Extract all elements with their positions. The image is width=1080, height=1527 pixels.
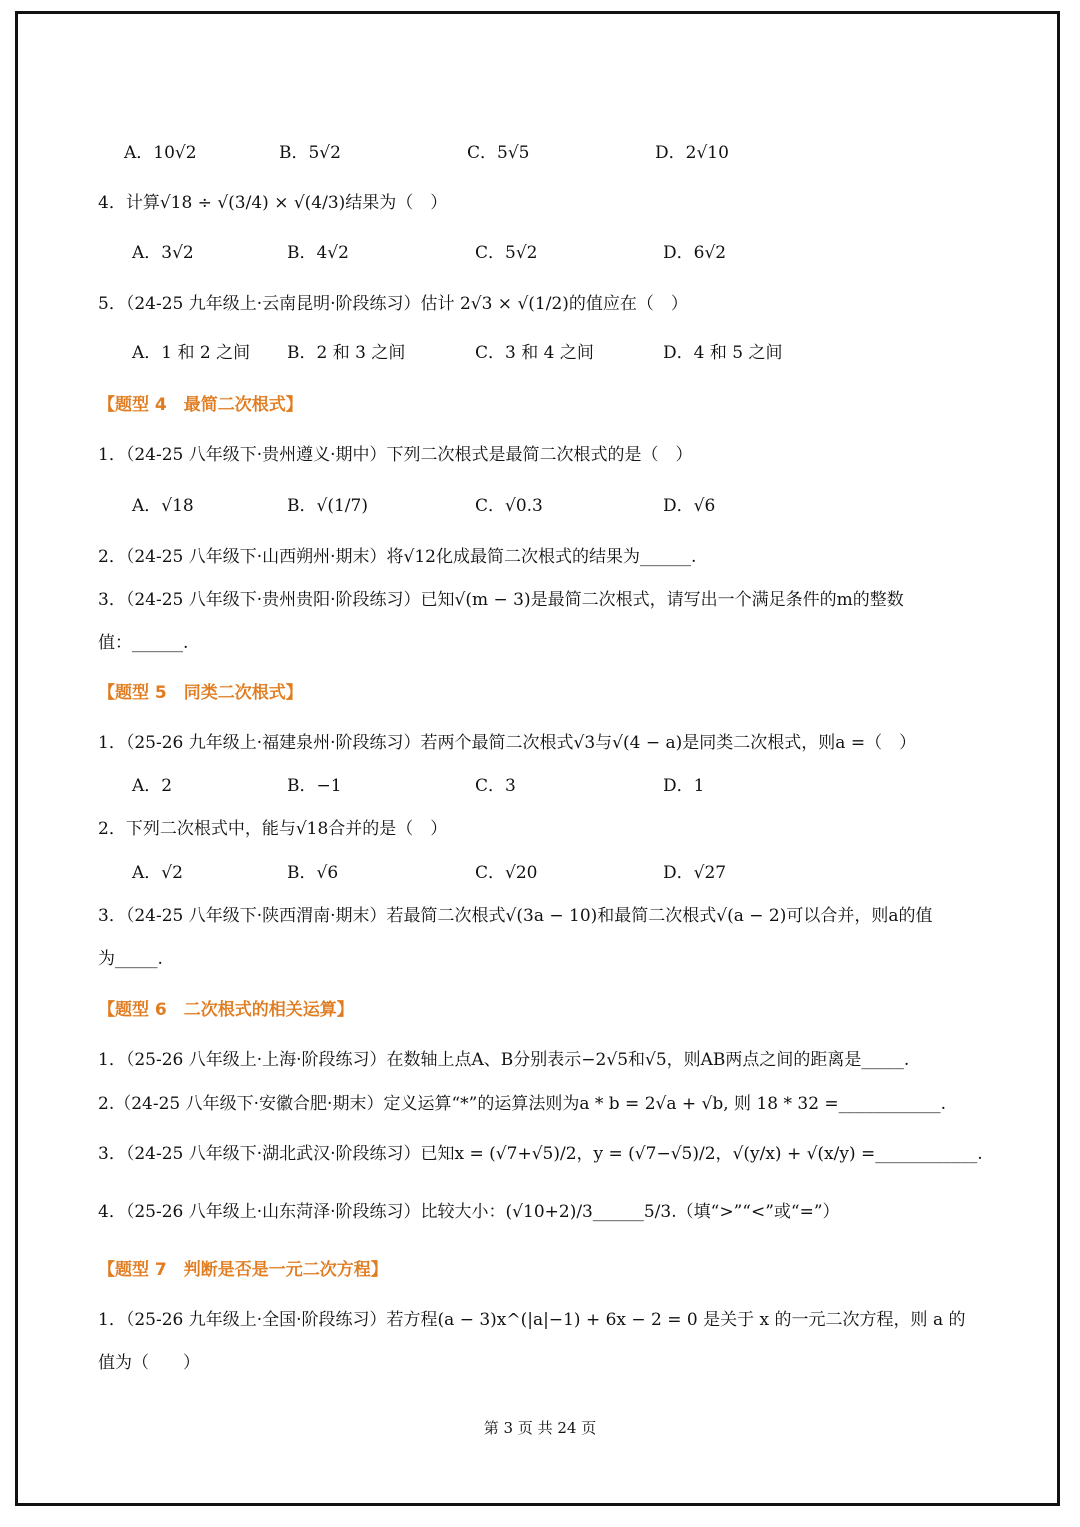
question-text: 3．（24-25 八年级下·湖北武汉·阶段练习）已知x = (√7+√5)/2，y = (√7−√5)/2，√(y/x) + √(x/y) =____________. (98, 1144, 983, 1164)
option-a: A．√18 (132, 496, 194, 516)
option-a: A．1 和 2 之间 (132, 343, 251, 363)
question-text: 1．（25-26 八年级上·上海·阶段练习）在数轴上点A、B分别表示−2√5和√5，则AB两点之间的距离是_____. (98, 1050, 910, 1070)
option-c: C．3 (475, 776, 516, 796)
question-text: 5．（24-25 九年级上·云南昆明·阶段练习）估计 2√3 × √(1/2)的值应在（ ） (98, 294, 688, 314)
option-c: C．3 和 4 之间 (475, 343, 594, 363)
option-d: D．√6 (663, 496, 716, 516)
question-text: 3．（24-25 八年级下·贵州贵阳·阶段练习）已知√(m − 3)是最简二次根式，请写出一个满足条件的m的整数 (98, 590, 904, 610)
option-c: C．√0.3 (475, 496, 543, 516)
option-b: B．2 和 3 之间 (287, 343, 406, 363)
option-a: A．2 (132, 776, 173, 796)
option-b: B．4√2 (287, 243, 349, 263)
option-d: D．√27 (663, 863, 727, 883)
question-text: 值为（ ） (98, 1353, 200, 1373)
option-c: C．5√5 (467, 143, 530, 163)
question-text: 1．（25-26 九年级上·福建泉州·阶段练习）若两个最简二次根式√3与√(4 − a)是同类二次根式，则a =（ ） (98, 733, 917, 753)
option-b: B．5√2 (279, 143, 341, 163)
question-text: 2．下列二次根式中，能与√18合并的是（ ） (98, 819, 448, 839)
section-heading: 【题型 7 判断是否是一元二次方程】 (98, 1260, 388, 1280)
question-text: 4．（25-26 八年级上·山东菏泽·阶段练习）比较大小：(√10+2)/3______5/3.（填“>”“<”或“=”） (98, 1202, 840, 1222)
option-a: A．3√2 (132, 243, 194, 263)
option-a: A．10√2 (124, 143, 197, 163)
option-c: C．√20 (475, 863, 538, 883)
section-heading: 【题型 6 二次根式的相关运算】 (98, 1000, 354, 1020)
option-b: B．√6 (287, 863, 339, 883)
section-heading: 【题型 4 最简二次根式】 (98, 395, 303, 415)
option-d: D．4 和 5 之间 (663, 343, 783, 363)
option-d: D．2√10 (655, 143, 729, 163)
question-text: 为_____. (98, 949, 163, 969)
option-b: B．√(1/7) (287, 496, 368, 516)
question-text: 4．计算√18 ÷ √(3/4) × √(4/3)结果为（ ） (98, 193, 448, 213)
question-text: 2.（24-25 八年级下·安徽合肥·期末）定义运算“*”的运算法则为a * b = 2√a + √b, 则 18 * 32 =____________. (98, 1094, 947, 1114)
option-d: D．1 (663, 776, 705, 796)
option-d: D．6√2 (663, 243, 727, 263)
section-heading: 【题型 5 同类二次根式】 (98, 683, 303, 703)
option-b: B．−1 (287, 776, 342, 796)
question-text: 1．（25-26 九年级上·全国·阶段练习）若方程(a − 3)x^(|a|−1) + 6x − 2 = 0 是关于 x 的一元二次方程，则 a 的 (98, 1310, 966, 1330)
page-footer: 第 3 页 共 24 页 (483, 1419, 597, 1437)
question-text: 值：______. (98, 633, 189, 653)
question-text: 1．（24-25 八年级下·贵州遵义·期中）下列二次根式是最简二次根式的是（ ） (98, 445, 693, 465)
question-text: 3．（24-25 八年级下·陕西渭南·期末）若最简二次根式√(3a − 10)和最简二次根式√(a − 2)可以合并，则a的值 (98, 906, 933, 926)
option-a: A．√2 (132, 863, 183, 883)
option-c: C．5√2 (475, 243, 538, 263)
question-text: 2．（24-25 八年级下·山西朔州·期末）将√12化成最简二次根式的结果为______. (98, 547, 697, 567)
